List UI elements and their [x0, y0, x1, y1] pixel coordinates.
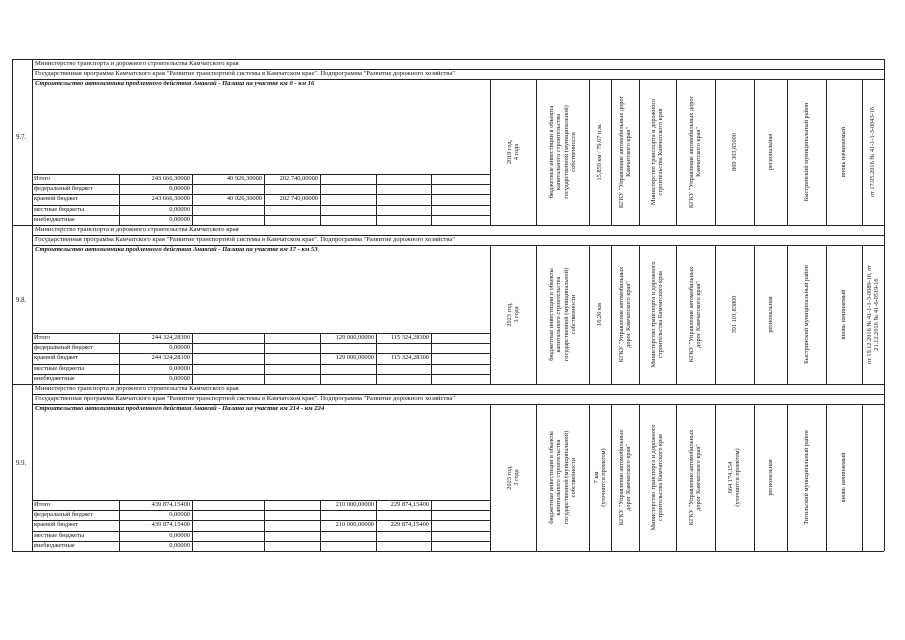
row-number: 9.9.	[16, 460, 27, 467]
column-divider	[639, 245, 640, 384]
frame-left	[12, 59, 13, 551]
vertical-cell: Министерство транспорта и дорожного строительства Камчатского края	[650, 99, 665, 205]
column-divider	[536, 79, 537, 225]
finance-value: 115 324,28300	[390, 334, 429, 341]
finance-value: 40 926,30000	[226, 175, 262, 182]
finance-row-line	[32, 205, 490, 206]
ministry-name: Министерство транспорта и дорожного строительства Камчатского края	[35, 60, 239, 67]
object-title: Строительство автозимника продленного действия Анавгай - Палана на участке км 17 - км 53	[35, 246, 318, 253]
finance-label: краевой бюджет	[34, 195, 79, 203]
vertical-cell: КГКУ "Управление автомобильных дорог Камчатского края"	[617, 266, 632, 363]
finance-value: 0,00000	[169, 541, 190, 549]
finance-value: 244 324,28300	[151, 354, 190, 362]
vertical-cell: региональная	[766, 133, 774, 171]
finance-col-line	[431, 333, 432, 384]
program-name: Государственная программа Камчатского края "Развитие транспортной системы в Камчатском крае". Подпрограмма "Развитие дорожного хозяйства"	[35, 70, 455, 77]
vertical-cell: вновь начинаемый	[840, 289, 848, 340]
column-divider	[676, 245, 677, 384]
finance-row-line	[32, 184, 490, 185]
object-title: Строительство автозимника продленного действия Анавгай - Палана на участке км 214 - км 224	[35, 405, 325, 412]
column-divider	[611, 404, 612, 551]
finance-col-line	[376, 174, 377, 225]
finance-value: 129 000,00000	[335, 334, 374, 341]
object-title: Строительство автозимника продленного действия Анавгай - Палана на участке км 0 - км 16	[35, 80, 315, 87]
ministry-name: Министерство транспорта и дорожного строительства Камчатского края	[35, 226, 239, 233]
column-divider	[754, 79, 755, 225]
finance-value: 0,00000	[169, 364, 190, 372]
program-name: Государственная программа Камчатского края "Развитие транспортной системы в Камчатском крае". Подпрограмма "Развитие дорожного хозяйства"	[35, 236, 455, 243]
column-divider	[611, 79, 612, 225]
ministry-name: Министерство транспорта и дорожного строительства Камчатского края	[35, 385, 239, 392]
frame-right	[884, 59, 885, 551]
finance-col-line	[32, 333, 33, 384]
finance-label: федеральный бюджет	[34, 185, 93, 193]
vertical-cell: КГКУ "Управление автомобильных дорог Камчатского края"	[688, 429, 703, 526]
vertical-cell: Тигильский муниципальный район	[802, 430, 810, 525]
finance-col-line	[32, 174, 33, 225]
finance-row-line	[32, 364, 490, 365]
vertical-cell: 2023 год, 3 года	[505, 302, 520, 327]
row-number: 9.7.	[16, 134, 27, 141]
finance-row-line	[32, 541, 490, 542]
finance-col-line	[320, 174, 321, 225]
vertical-cell: Быстринский муниципальный район	[802, 265, 810, 364]
column-divider	[787, 245, 788, 384]
finance-value: 115 324,28300	[390, 354, 429, 362]
column-divider	[715, 245, 716, 384]
finance-col-line	[264, 500, 265, 551]
vertical-cell: бюджетные инвестиции в объекты капитального строительства государственной (муниципальной) собственности	[547, 105, 577, 199]
finance-col-line	[264, 333, 265, 384]
finance-label: местные бюджеты	[34, 531, 85, 539]
finance-col-line	[192, 500, 193, 551]
row-number: 9.8.	[16, 297, 27, 304]
column-divider	[862, 404, 863, 551]
column-divider	[589, 404, 590, 551]
vertical-cell: бюджетные инвестиции в объекты капитального строительства государственной (муниципальной) собственности	[547, 267, 577, 362]
finance-col-line	[431, 174, 432, 225]
column-divider	[676, 79, 677, 225]
finance-value: 0,00000	[169, 374, 190, 382]
finance-value: 229 874,15400	[390, 521, 429, 529]
vertical-cell: вновь начинаемый	[840, 127, 848, 177]
column-divider	[715, 404, 716, 551]
finance-label: Итого	[34, 334, 51, 341]
program-name: Государственная программа Камчатского края "Развитие транспортной системы в Камчатском крае". Подпрограмма "Развитие дорожного хозяйства"	[35, 395, 455, 402]
finance-value: 210 000,00000	[335, 501, 374, 508]
vertical-cell: бюджетные инвестиции в объекты капитального строительства государственной (муниципальной) собственности	[547, 430, 577, 525]
finance-value: 439 874,15400	[151, 521, 190, 529]
vertical-cell: региональная	[766, 459, 774, 496]
finance-col-line	[490, 174, 491, 225]
vertical-cell: КГКУ "Управление автомобильных дорог Камчатского края"	[617, 429, 632, 526]
finance-row-line	[32, 531, 490, 532]
finance-value: 0,00000	[169, 205, 190, 213]
finance-value: 202 740,00000	[279, 175, 318, 182]
column-divider	[639, 404, 640, 551]
vertical-cell: 2023 год, 3 года	[505, 465, 520, 490]
vertical-cell: Быстринский муниципальный район	[802, 102, 810, 202]
finance-value: 0,00000	[169, 185, 190, 193]
column-divider	[862, 79, 863, 225]
finance-value: 0,00000	[169, 215, 190, 223]
finance-col-line	[32, 500, 33, 551]
vertical-cell: от 17.05.2016 № 41-1-1-3-0043-16	[869, 107, 877, 198]
finance-value: 243 666,30000	[151, 195, 190, 203]
column-divider	[754, 404, 755, 551]
finance-col-line	[192, 333, 193, 384]
vertical-cell: КГКУ "Управление автомобильных дорог Камчатского края"	[688, 95, 703, 209]
finance-label: местные бюджеты	[34, 364, 85, 372]
finance-label: краевой бюджет	[34, 354, 79, 362]
column-divider	[639, 79, 640, 225]
finance-label: внебюджетные	[34, 541, 75, 549]
column-divider	[589, 79, 590, 225]
finance-row-line	[32, 510, 490, 511]
column-divider	[787, 79, 788, 225]
column-divider	[826, 404, 827, 551]
column-divider	[536, 404, 537, 551]
finance-value: 0,00000	[169, 344, 190, 352]
finance-row-line	[32, 215, 490, 216]
finance-value: 0,00000	[169, 531, 190, 539]
finance-label: местные бюджеты	[34, 205, 85, 213]
vertical-cell: КГКУ "Управление автомобильных дорог Камчатского края"	[688, 266, 703, 363]
finance-row-line	[32, 343, 490, 344]
column-divider	[826, 79, 827, 225]
finance-col-line	[490, 500, 491, 551]
finance-col-line	[431, 500, 432, 551]
vertical-cell: 2019 год, 4 года	[505, 139, 520, 165]
vertical-cell: региональная	[766, 296, 774, 333]
finance-value: 243 666,30000	[151, 175, 190, 182]
column-divider	[754, 245, 755, 384]
finance-label: федеральный бюджет	[34, 344, 93, 352]
finance-value: 244 324,28300	[151, 334, 190, 341]
column-divider	[536, 245, 537, 384]
vertical-cell: 869 303,65000	[730, 133, 738, 171]
block-divider	[12, 551, 884, 552]
vertical-cell: 391 101,83800	[730, 295, 738, 334]
column-divider	[826, 245, 827, 384]
finance-label: внебюджетные	[34, 215, 75, 223]
vertical-cell: 15,859 км / 79,67 п.м.	[596, 123, 604, 181]
finance-label: внебюджетные	[34, 374, 75, 382]
investment-table	[12, 59, 884, 551]
finance-value: 229 874,15400	[390, 501, 429, 508]
finance-label: Итого	[34, 175, 51, 182]
column-divider	[611, 245, 612, 384]
column-divider	[589, 245, 590, 384]
vertical-cell: от 19.12.2016 № 41-1-1-3-0089-16, от 21.12.2016 № 41-6-0519-16	[865, 265, 880, 364]
finance-col-line	[490, 333, 491, 384]
vertical-cell: Министерство транспорта и дорожного строительства Камчатского края	[650, 261, 665, 368]
finance-value: 129 000,00000	[335, 354, 374, 362]
column-divider	[787, 404, 788, 551]
finance-label: федеральный бюджет	[34, 511, 93, 519]
finance-label: Итого	[34, 501, 51, 508]
column-divider	[862, 245, 863, 384]
finance-row-line	[32, 374, 490, 375]
vertical-cell: 664 174,154 (уточнится проектом)	[727, 448, 742, 507]
finance-value: 40 926,30000	[226, 195, 262, 203]
finance-value: 0,00000	[169, 511, 190, 519]
vertical-cell: КГКУ "Управление автомобильных дорог Камчатского края"	[617, 95, 632, 209]
finance-value: 210 000,00000	[335, 521, 374, 529]
finance-value: 202 740,00000	[279, 195, 318, 203]
vertical-cell: 7 км (уточнится проектом)	[592, 448, 607, 507]
finance-label: краевой бюджет	[34, 521, 79, 529]
column-divider	[715, 79, 716, 225]
finance-value: 439 874,15400	[151, 501, 190, 508]
vertical-cell: Министерство транспорта и дорожного строительства Камчатского края	[650, 424, 665, 531]
column-divider	[676, 404, 677, 551]
vertical-cell: 16,26 км	[596, 303, 604, 326]
vertical-cell: вновь начинаемый	[840, 452, 848, 503]
